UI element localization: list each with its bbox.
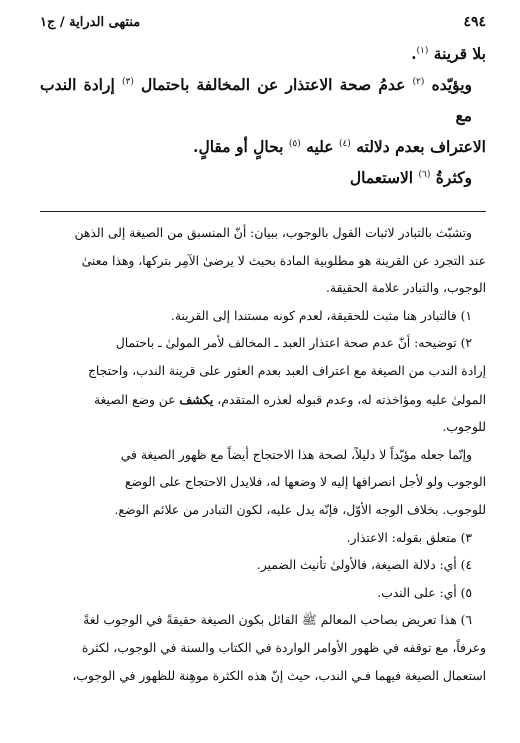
footnote-5: ٥) أي: على الندب. — [377, 585, 472, 600]
main-line-4-after: الاستعمال — [349, 168, 414, 187]
page-number: ٤٩٤ — [463, 14, 486, 30]
footnote-4: ٤) أي: دلالة الصيغة، فالأولىٰ تأنيث الضمير. — [256, 558, 472, 573]
footnote-continuation — [40, 220, 486, 303]
footnote-ref-2[interactable]: (٢) — [412, 76, 425, 87]
footnotes — [40, 220, 486, 690]
footnote-line: ٢) توضيحه: أنّ عدم صحة اعتذار العبد ـ المخالف لأمر المولىٰ ـ باحتمال — [115, 336, 472, 351]
footnote-line: وإنّما جعله مؤيّداً لا دليلاً، لصحة هذا الاحتجاج أيضاً مع ظهور الصيغة في — [120, 447, 472, 462]
main-line-1-text: بلا قرينة — [433, 44, 486, 63]
footnote-line: إرادة الندب من الصيغة مع اعتراف العبد بعدم العثور على قرينة الندب، واحتجاج — [87, 363, 486, 378]
footnote-2-text: المولىٰ عليه ومؤاخذته له، وعدم قبوله لعذره المتقدم، — [217, 392, 486, 407]
footnote-3: ٣) متعلق بقوله: الاعتذار. — [346, 530, 472, 545]
main-line-3 — [40, 131, 486, 162]
main-line-1 — [40, 38, 486, 69]
footnote-ref-1[interactable]: (١) — [416, 45, 429, 56]
footnote-line: استعمال الصيغة فيهما فـي الندب، حيث إنّ هذه الكثرة موهِنة للظهور في الوجوب، — [72, 668, 486, 683]
footnote-line — [40, 386, 486, 415]
main-line-4 — [40, 162, 486, 193]
footnote-separator — [40, 211, 486, 212]
footnote-line: وعرفاً، مع توقفه في ظهور الأوامر الواردة في الكتاب والسنة في الوجوب، لكثرة — [81, 640, 486, 655]
footnote-ref-3[interactable]: (٣) — [121, 76, 134, 87]
footnote-2 — [40, 330, 486, 524]
main-line-4-text: وكثرةُ — [435, 168, 472, 187]
footnote-ref-5[interactable]: (٥) — [288, 138, 301, 149]
main-line-2-text: ويؤيّده — [431, 75, 472, 94]
footnote-line: ٦) هذا تعريض بصاحب المعالم ﷺ القائل بكون الصيغة حقيقةً في الوجوب لغةً — [83, 613, 472, 628]
footnote-2-text-end: عن وضع الصيغة — [93, 392, 176, 407]
footnote-line: وتشبّث بالتبادر لاثبات القول بالوجوب، ببيان: أنّ المنسبق من الصيغة إلى الذهن — [74, 226, 472, 240]
footnote-line: للوجوب. بخلاف الوجه الأوّل، فإنّه يدل عليه، لكون التبادر من علائم الوضع. — [114, 502, 486, 517]
footnote-line: للوجوب. — [442, 420, 486, 435]
footnote-line: عند التجرد عن القرينة هو مطلوبية المادة بحيث لا يرضىٰ الآمِر بتركها، وهذا معنىٰ — [81, 253, 486, 268]
footnote-6 — [40, 607, 486, 690]
footnote-1: ١) فالتبادر هنا مثبت للحقيقة، لعدم كونه مستندا إلى القرينة. — [170, 308, 472, 323]
main-line-3-after: عليه — [306, 137, 334, 156]
main-line-3-text: الاعتراف بعدم دلالته — [356, 137, 486, 156]
footnote-line: الوجوب، والتبادر علامة الحقيقة. — [325, 281, 486, 296]
main-line-1-after: . — [411, 44, 417, 63]
footnote-ref-4[interactable]: (٤) — [338, 138, 351, 149]
footnote-line: الوجوب ولو لأجل انصرافها إليه لا وضعها له، فلايدل الاحتجاج على الوضع — [124, 475, 486, 490]
footnote-2-bold-word: يكشف — [179, 391, 214, 407]
main-text — [40, 38, 486, 193]
footnote-ref-6[interactable]: (٦) — [418, 169, 431, 180]
main-line-2 — [40, 69, 486, 131]
main-line-2-after: عدمُ صحة الاعتذار عن المخالفة باحتمال — [141, 75, 406, 94]
running-title: منتهى الدراية / ج١ — [40, 14, 141, 30]
main-line-3-after2: بحالٍ أو مقالٍ. — [193, 137, 284, 156]
page-header — [40, 14, 486, 30]
main-line-2-after2: إرادة الندب مع — [40, 75, 472, 125]
